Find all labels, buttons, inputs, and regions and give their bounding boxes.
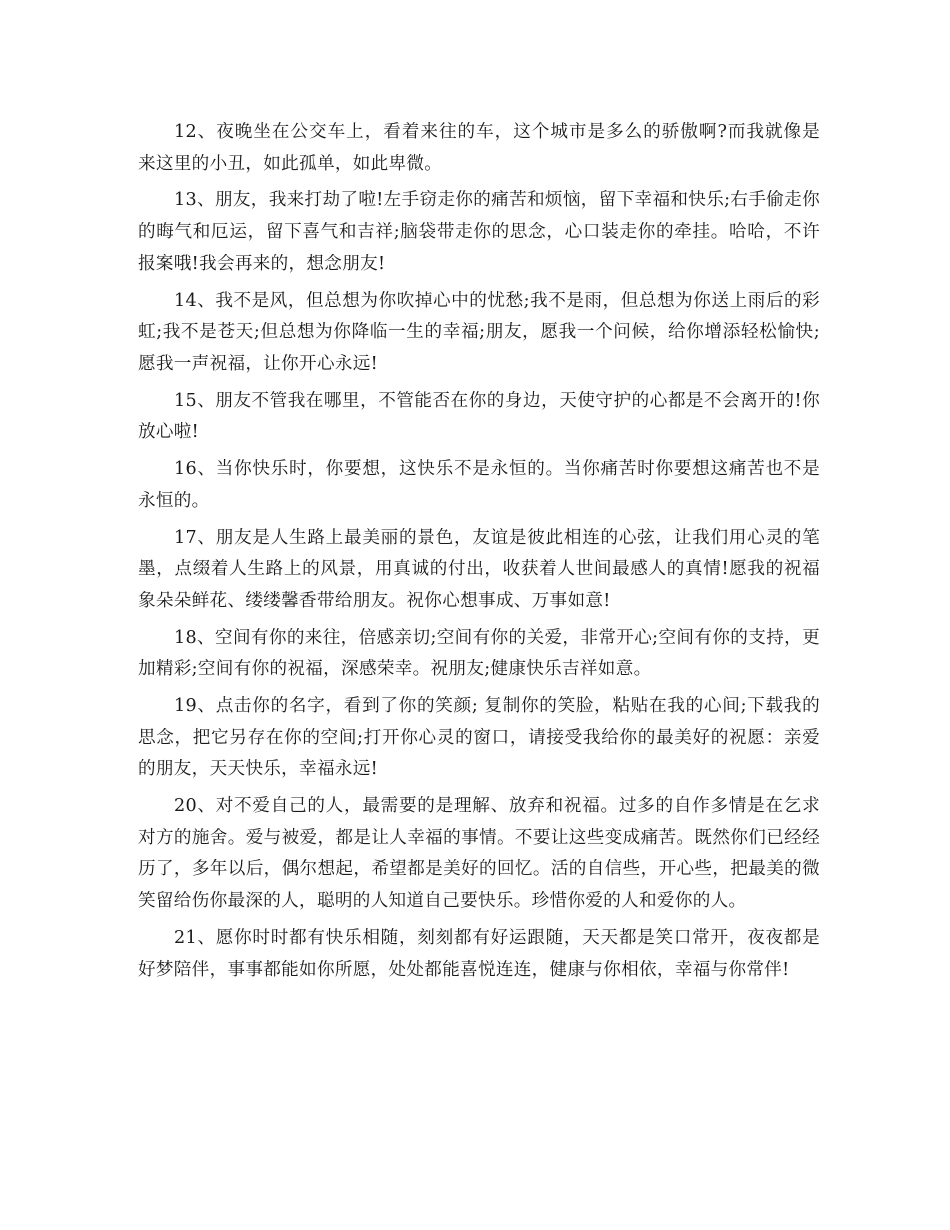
paragraph-20: 20、对不爱自己的人，最需要的是理解、放弃和祝福。过多的自作多情是在乞求对方的施舍。爱与被爱，都是让人幸福的事情。不要让这些变成痛苦。既然你们已经经历了，多年以后，偶尔想起，希望都是美好的回忆。活的自信些，开心些，把最美的微笑留给伤你最深的人，聪明的人知道自己要快乐。珍惜你爱的人和爱你的人。: [138, 796, 820, 912]
paragraph-12: 12、夜晚坐在公交车上，看着来往的车，这个城市是多么的骄傲啊?而我就像是 来这里的小丑，如此孤单，如此卑微。: [138, 122, 826, 174]
paragraph-15: 15、朋友不管我在哪里，不管能否在你的身边，天使守护的心都是不会离开的!你放心啦!: [138, 390, 820, 443]
document-body: [138, 117, 826, 986]
paragraph-18: 18、空间有你的来往，倍感亲切;空间有你的关爱，非常开心;空间有你的支持，更加精彩;空间有你的祝福，深感荣幸。祝朋友;健康快乐吉祥如意。: [138, 627, 820, 680]
paragraph-17: 17、朋友是人生路上最美丽的景色，友谊是彼此相连的心弦，让我们用心灵的笔墨，点缀着人生路上的风景，用真诚的付出，收获着人世间最感人的真情!愿我的祝福象朵朵鲜花、缕缕馨香带给朋友。祝你心想事成、万事如意!: [138, 527, 820, 611]
paragraph-13: 13、朋友，我来打劫了啦!左手窃走你的痛苦和烦恼，留下幸福和快乐;右手偷走你的晦气和厄运，留下喜气和吉祥;脑袋带走你的思念，心口装走你的牵挂。哈哈，不许报案哦!我会再来的，想念朋友!: [138, 190, 820, 274]
paragraph-21: 21、愿你时时都有快乐相随，刻刻都有好运跟随，天天都是笑口常开，夜夜都是好梦陪伴，事事都能如你所愿，处处都能喜悦连连，健康与你相依，幸福与你常伴!: [138, 927, 820, 980]
paragraph-19: 19、点击你的名字，看到了你的笑颜; 复制你的笑脸，粘贴在我的心间;下载我的思念，把它另存在你的空间;打开你心灵的窗口，请接受我给你的最美好的祝愿：亲爱的朋友，天天快乐，幸福永远!: [138, 696, 820, 780]
paragraph-14: 14、我不是风，但总想为你吹掉心中的忧愁;我不是雨，但总想为你送上雨后的彩虹;我不是苍天;但总想为你降临一生的幸福;朋友，愿我一个问候，给你增添轻松愉快;愿我一声祝福，让你开心永远!: [138, 290, 820, 374]
paragraph-16: 16、当你快乐时，你要想，这快乐不是永恒的。当你痛苦时你要想这痛苦也不是永恒的。: [138, 459, 820, 511]
